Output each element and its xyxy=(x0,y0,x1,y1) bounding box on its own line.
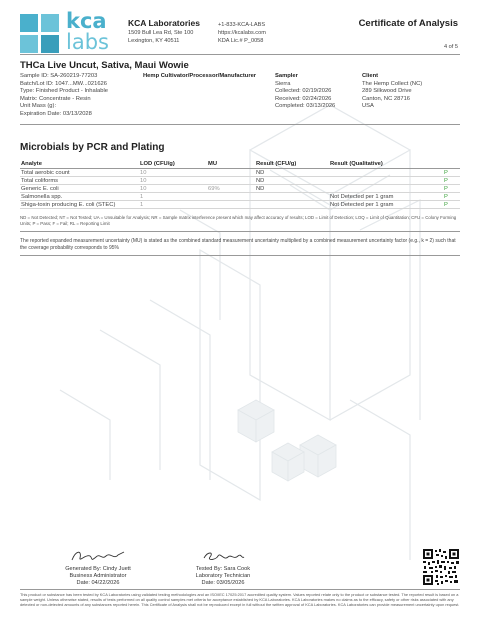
generated-date: Date: 04/22/2026 xyxy=(76,580,120,586)
logo-wordmark xyxy=(66,11,109,53)
unit-mass: Unit Mass (g): xyxy=(20,103,57,110)
received-date: Received: 02/24/2026 xyxy=(275,95,332,102)
row-status: P xyxy=(444,170,448,176)
signature-block-generated xyxy=(38,548,158,587)
tested-date: Date: 03/05/2026 xyxy=(201,580,245,586)
row-lod: 10 xyxy=(140,170,147,176)
sampler-heading: Sampler xyxy=(275,73,298,79)
row-mu: 69% xyxy=(208,186,220,192)
signature-sara-cook-icon xyxy=(198,548,248,564)
row-qualitative: Not Detected per 1 gram xyxy=(330,202,394,208)
lab-name: KCA Laboratories xyxy=(128,18,200,28)
header-analyte: Analyte xyxy=(21,161,42,167)
logo-blocks-icon xyxy=(20,14,60,54)
table-row xyxy=(20,185,460,193)
product-title: THCa Live Uncut, Sativa, Maui Wowie xyxy=(20,60,189,71)
row-result: ND xyxy=(256,178,265,184)
client-country: USA xyxy=(362,103,374,110)
row-lod: 10 xyxy=(140,186,147,192)
sample-id: Sample ID: SA-260219-77203 xyxy=(20,73,98,79)
logo-line-1: kca xyxy=(66,9,107,33)
row-analyte: Salmonella spp. xyxy=(21,194,63,200)
info-divider xyxy=(20,124,460,125)
tested-role: Laboratory Technician xyxy=(195,573,251,579)
cultivator-heading: Hemp Cultivator/Processor/Manufacturer xyxy=(143,73,257,79)
client-heading: Client xyxy=(362,73,379,79)
row-lod: 10 xyxy=(140,178,147,184)
table-row xyxy=(20,177,460,185)
row-status: P xyxy=(444,202,448,208)
footer-divider xyxy=(20,589,460,590)
lab-license: KDA Lic.# P_0058 xyxy=(218,38,264,44)
row-status: P xyxy=(444,186,448,192)
uncertainty-divider xyxy=(20,255,460,256)
header-mu: MU xyxy=(208,161,218,167)
header-result: Result (CFU/g) xyxy=(256,161,297,167)
table-header-row xyxy=(20,160,460,169)
row-analyte: Shiga-toxin producing E. coli (STEC) xyxy=(21,202,116,208)
client-street: 289 Silkwood Drive xyxy=(362,88,412,95)
batch-lot-id: Batch/Lot ID: 1047...MW...021626 xyxy=(20,80,108,87)
row-lod: 1 xyxy=(140,202,144,208)
document-title: Certificate of Analysis xyxy=(358,18,458,29)
footer-disclaimer: This product or substance has been tested by KCA Laboratories using validated testing methodologies and an ISO/IEC 17025:2017 accredited quality system. Values reported relate only to the product or substance tested. The reported result is based on a sample weight. Unless otherwise stated, results of tests performed on all quality control samples met criteria for acceptance established by KCA Laboratories. KCA Laboratories makes no claims as to the efficacy, safety or other risks associated with any detected or non-detected amounts of any substances reported herein. This Certificate of Analysis shall not be reproduced except in full without the written approval of KCA Laboratories. KCA Laboratories can provide measurement uncertainty upon request. xyxy=(20,592,460,607)
abbreviations-note: ND = Not Detected; NT = Not Tested; UA = Unsuitable for Analysis; NR = Sample matrix interference present which may affect accuracy of results; LOD = Limit of Detection; LOQ = Limit of Quantitation; CFU = Colony Forming Units; P = Pass; F = Fail; RL = Reporting Limit xyxy=(20,215,457,226)
row-result: ND xyxy=(256,186,265,192)
microbials-table xyxy=(20,160,460,209)
client-city: Canton, NC 28716 xyxy=(362,95,411,102)
lab-address-block xyxy=(128,18,200,45)
lab-website: https://kcalabs.com xyxy=(218,30,266,36)
lab-phone: +1-833-KCA-LABS xyxy=(218,22,266,28)
generated-role: Business Administrator xyxy=(69,573,127,579)
signature-block-tested xyxy=(163,548,283,587)
cultivator-column xyxy=(143,73,271,81)
sample-matrix: Matrix: Concentrate - Resin xyxy=(20,95,91,102)
completed-date: Completed: 03/13/2026 xyxy=(275,103,336,110)
table-row xyxy=(20,193,460,201)
page-number: 4 of 5 xyxy=(444,44,458,50)
table-row xyxy=(20,201,460,209)
lab-address-line-2: Lexington, KY 40511 xyxy=(128,38,180,44)
row-status: P xyxy=(444,178,448,184)
lab-contact-block xyxy=(218,21,266,45)
row-analyte: Total aerobic count xyxy=(21,170,70,176)
expiration-date: Expiration Date: 03/13/2028 xyxy=(20,110,92,117)
row-lod: 1 xyxy=(140,194,144,200)
generated-by: Generated By: Cindy Juett xyxy=(65,566,131,572)
signature-cindy-juett-icon xyxy=(68,548,128,564)
sample-type: Type: Finished Product - Inhalable xyxy=(20,88,108,95)
row-qualitative: Not Detected per 1 gram xyxy=(330,194,394,200)
client-name: The Hemp Collect (NC) xyxy=(362,80,423,87)
row-result: ND xyxy=(256,170,265,176)
sample-info-column xyxy=(20,73,140,119)
header-lod: LOD (CFU/g) xyxy=(140,161,175,167)
table-row xyxy=(20,169,460,177)
row-analyte: Generic E. coli xyxy=(21,186,59,192)
header-divider xyxy=(20,54,460,55)
row-analyte: Total coliforms xyxy=(21,178,59,184)
notes-divider xyxy=(20,231,460,232)
header-qualitative: Result (Qualitative) xyxy=(330,161,383,167)
sampler-name: Sierra xyxy=(275,80,291,87)
tested-by: Tested By: Sara Cook xyxy=(195,566,251,572)
uncertainty-statement: The reported expanded measurement uncertainty (MU) is stated as the combined standard measurement uncertainty multiplied by a combined measurement uncertainty factor (e.g., k = 2) such that the coverage probability corresponds to 95% xyxy=(20,238,456,251)
qr-code-icon[interactable] xyxy=(422,548,460,586)
collected-date: Collected: 02/19/2026 xyxy=(275,88,332,95)
section-title: Microbials by PCR and Plating xyxy=(20,142,165,153)
lab-address-line-1: 1509 Bull Lea Rd, Ste 100 xyxy=(128,30,194,36)
row-status: P xyxy=(444,194,448,200)
sampler-column xyxy=(275,73,359,111)
kca-labs-logo xyxy=(20,9,118,54)
client-column xyxy=(362,73,462,111)
logo-line-2: labs xyxy=(66,30,109,54)
